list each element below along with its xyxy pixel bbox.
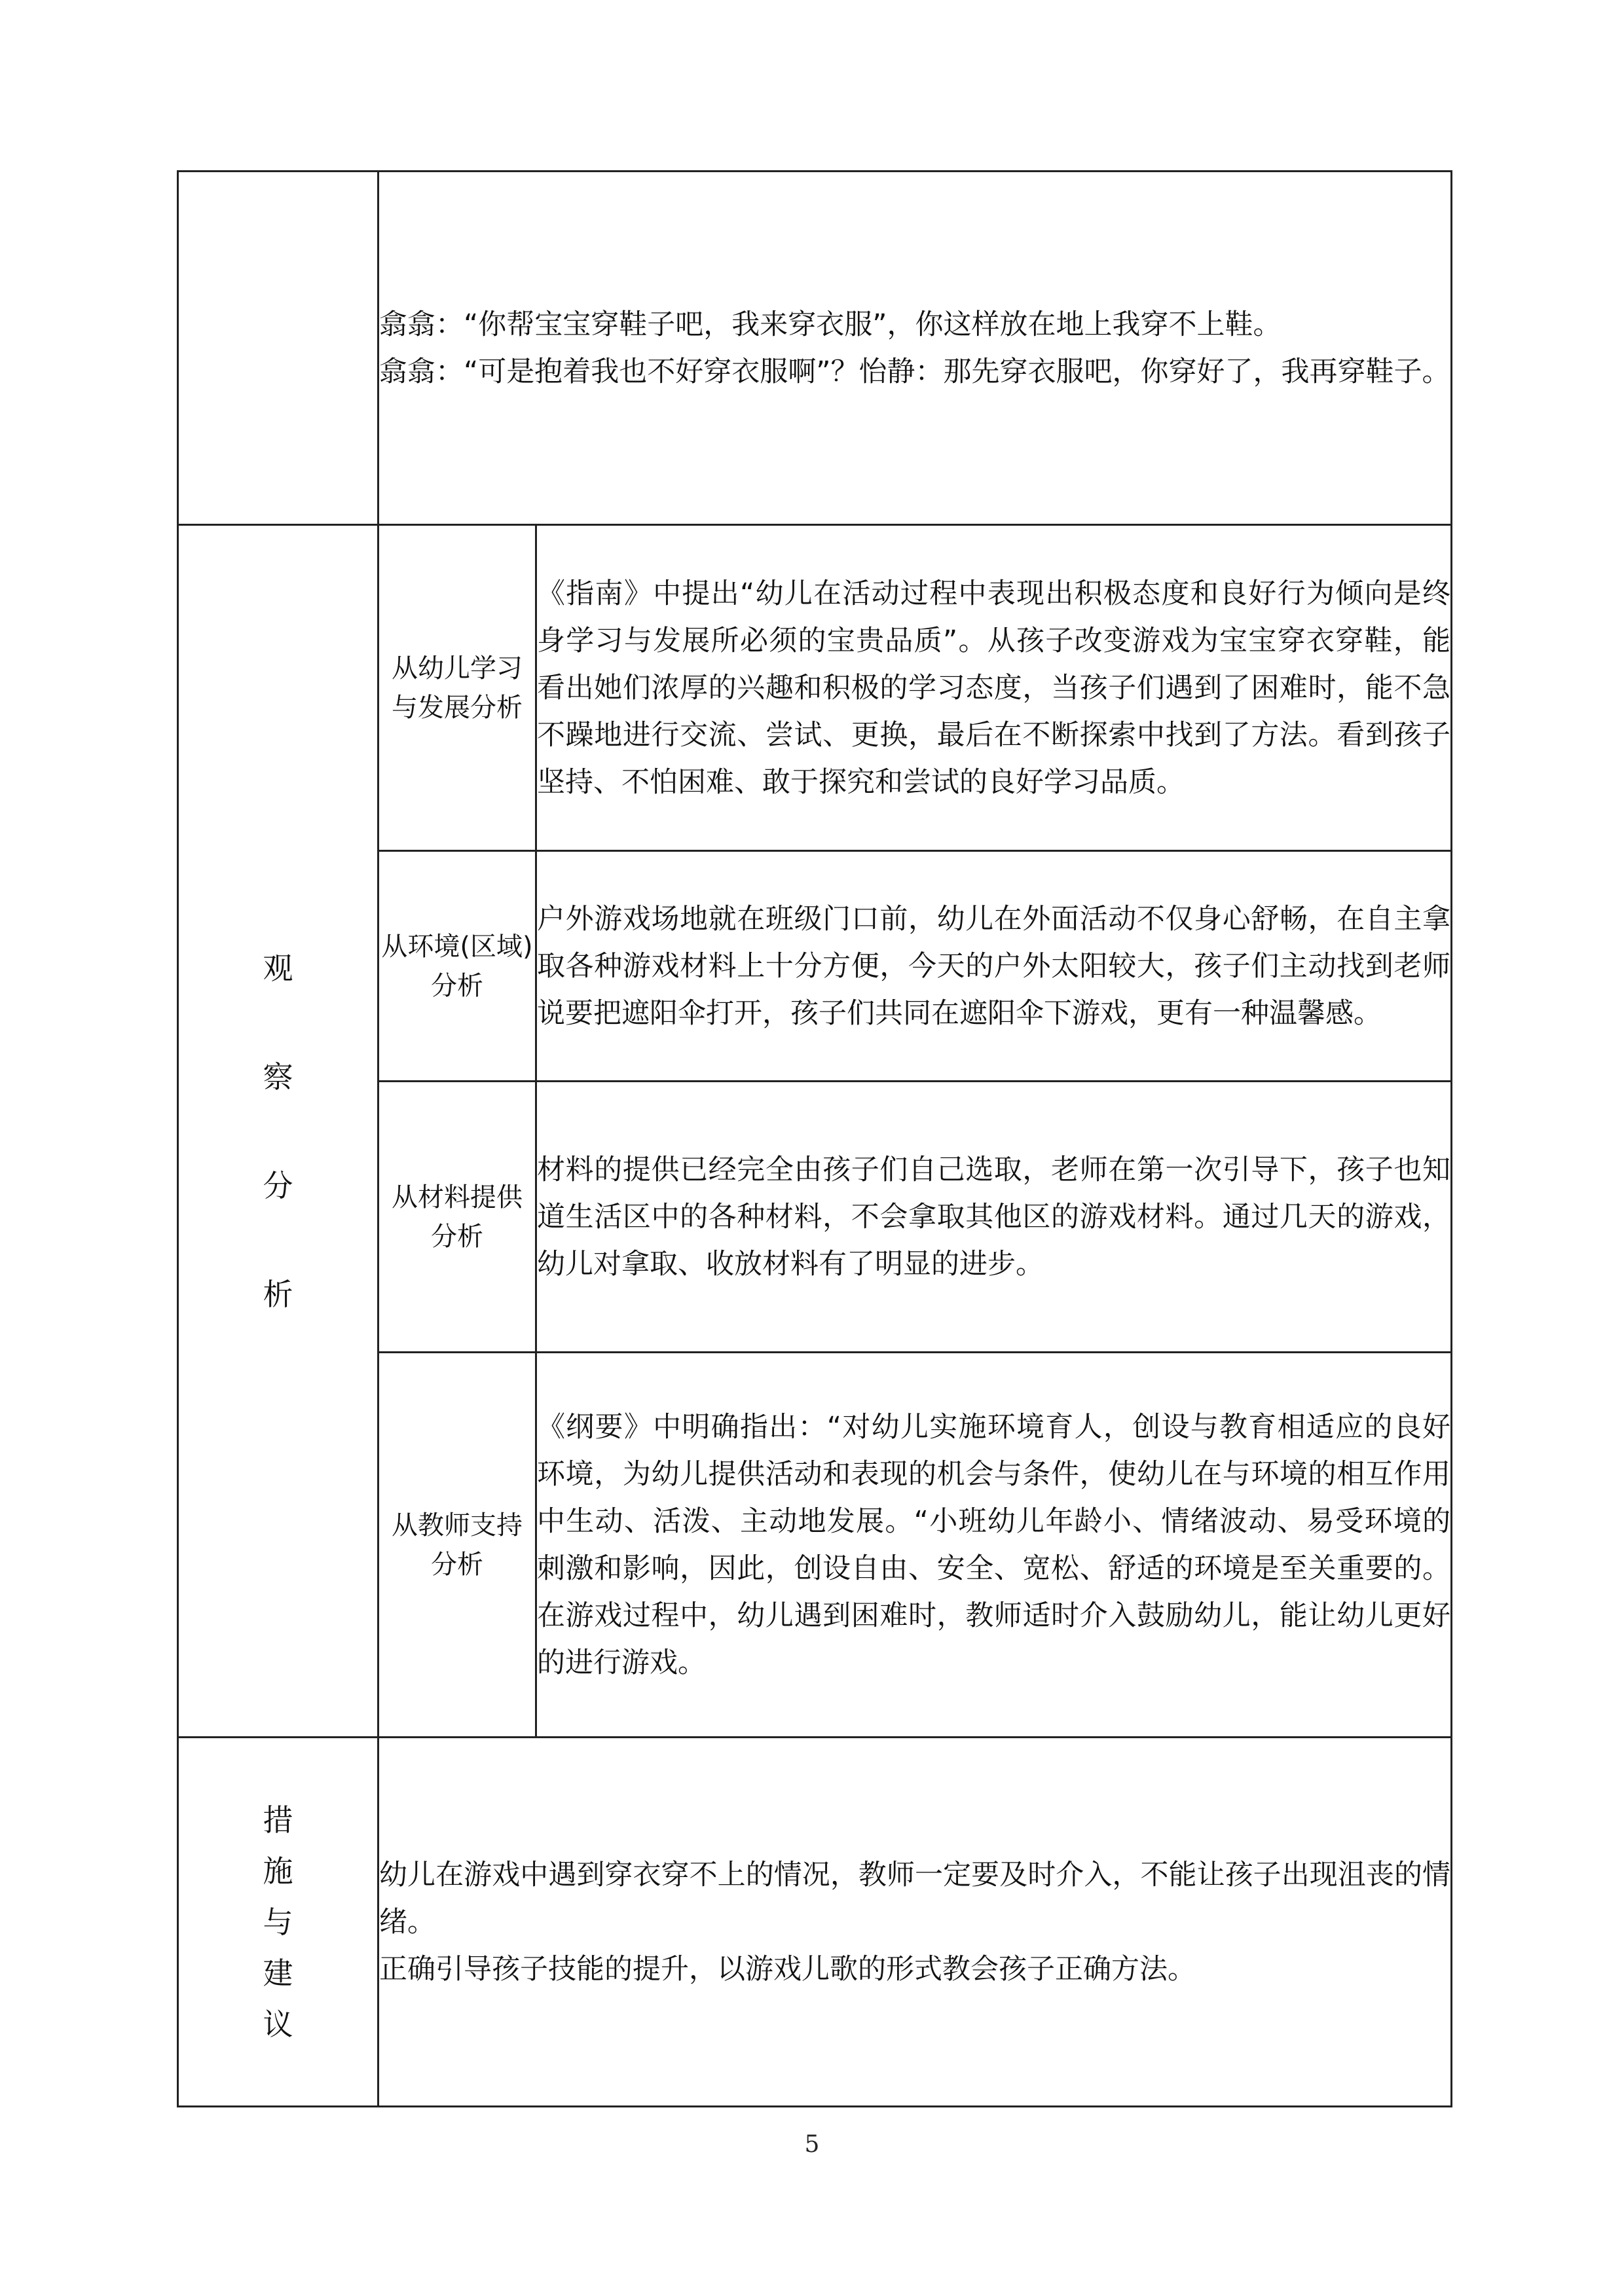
empty-label-cell <box>178 172 378 525</box>
observation-record-table <box>177 170 1452 2107</box>
observation-analysis-label: 观 察 分 析 <box>178 525 378 1738</box>
measures-paragraph: 正确引导孩子技能的提升，以游戏儿歌的形式教会孩子正确方法。 <box>379 1952 1196 1986</box>
analysis-label-materials: 从材料提供分析 <box>378 1082 536 1353</box>
analysis-row-learning <box>178 525 1452 851</box>
measures-text-cell <box>378 1738 1452 2107</box>
analysis-label-environment: 从环境(区域)分析 <box>378 851 536 1082</box>
record-text-cell <box>378 172 1452 525</box>
measures-paragraph: 幼儿在游戏中遇到穿衣穿不上的情况，教师一定要及时介入，不能让孩子出现沮丧的情绪。 <box>379 1858 1450 1939</box>
page-number: 5 <box>804 2131 820 2158</box>
dialogue-line: 翕翕：“你帮宝宝穿鞋子吧，我来穿衣服”，你这样放在地上我穿不上鞋。 <box>379 308 1282 341</box>
analysis-text-environment: 户外游戏场地就在班级门口前，幼儿在外面活动不仅身心舒畅，在自主拿取各种游戏材料上十分方便，今天的户外太阳较大，孩子们主动找到老师说要把遮阳伞打开，孩子们共同在遮阳伞下游戏，更有一种温馨感。 <box>536 851 1452 1082</box>
analysis-text-teacher: 《纲要》中明确指出：“对幼儿实施环境育人，创设与教育相适应的良好环境，为幼儿提供活动和表现的机会与条件，使幼儿在与环境的相互作用中生动、活泼、主动地发展。“小班幼儿年龄小、情绪波动、易受环境的刺激和影响，因此，创设自由、安全、宽松、舒适的环境是至关重要的。在游戏过程中，幼儿遇到困难时，教师适时介入鼓励幼儿，能让幼儿更好的进行游戏。 <box>536 1353 1452 1738</box>
measures-row <box>178 1738 1452 2107</box>
analysis-label-learning: 从幼儿学习与发展分析 <box>378 525 536 851</box>
dialogue-line: 翕翕：“可是抱着我也不好穿衣服啊”？怡静：那先穿衣服吧，你穿好了，我再穿鞋子。 <box>379 355 1450 388</box>
analysis-label-teacher: 从教师支持分析 <box>378 1353 536 1738</box>
record-continuation-row <box>178 172 1452 525</box>
analysis-text-learning: 《指南》中提出“幼儿在活动过程中表现出积极态度和良好行为倾向是终身学习与发展所必须的宝贵品质”。从孩子改变游戏为宝宝穿衣穿鞋，能看出她们浓厚的兴趣和积极的学习态度，当孩子们遇到了困难时，能不急不躁地进行交流、尝试、更换，最后在不断探索中找到了方法。看到孩子坚持、不怕困难、敢于探究和尝试的良好学习品质。 <box>536 525 1452 851</box>
measures-label: 措 施 与 建 议 <box>178 1738 378 2107</box>
analysis-text-materials: 材料的提供已经完全由孩子们自己选取，老师在第一次引导下，孩子也知道生活区中的各种材料，不会拿取其他区的游戏材料。通过几天的游戏，幼儿对拿取、收放材料有了明显的进步。 <box>536 1082 1452 1353</box>
